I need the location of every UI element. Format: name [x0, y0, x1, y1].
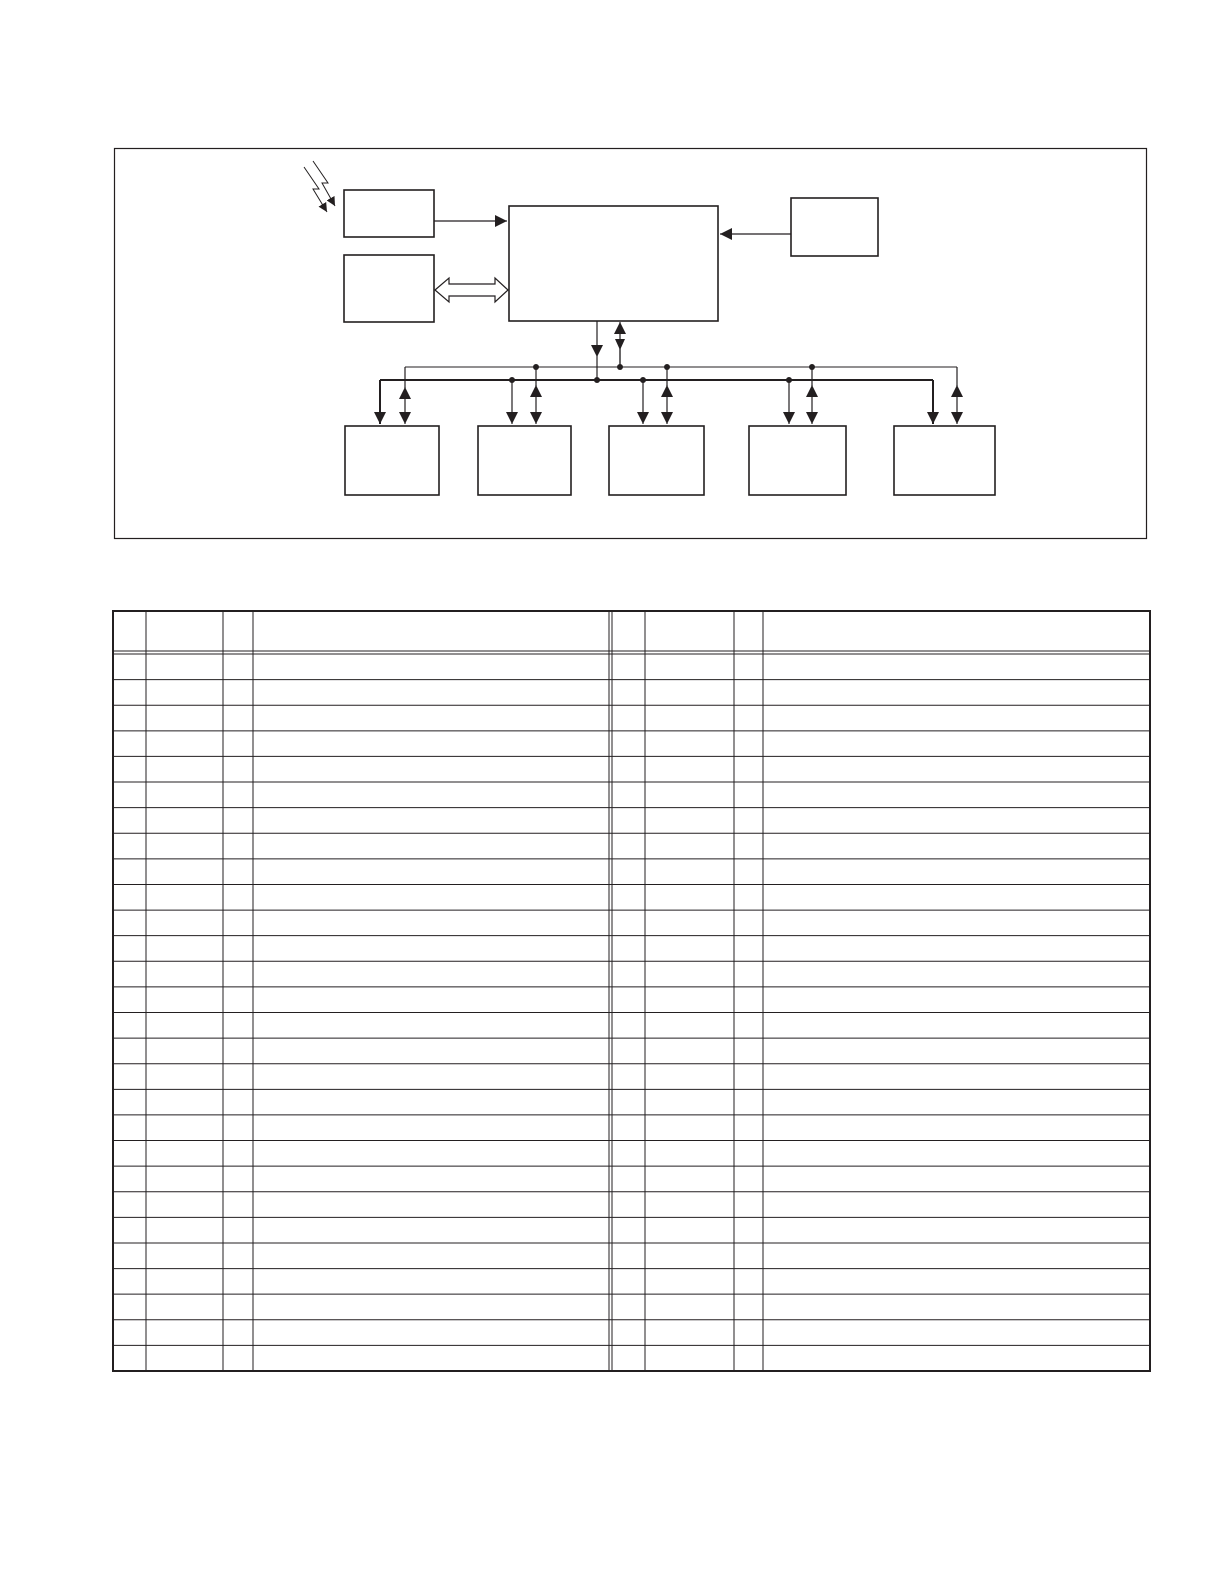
slave-block-2	[478, 426, 571, 495]
slave-block-4	[749, 426, 846, 495]
ir-receiver-block	[344, 190, 434, 237]
pin-function-table	[112, 610, 1152, 1372]
slave-block-5	[894, 426, 995, 495]
memory-cpu-bus-arrow	[435, 278, 508, 302]
slave-block-1	[345, 426, 439, 495]
slave-block-3	[609, 426, 704, 495]
memory-block	[344, 255, 434, 322]
block-diagram	[0, 0, 1225, 560]
input-block	[791, 198, 878, 256]
diagram-frame	[115, 149, 1147, 539]
main-cpu-block	[509, 206, 718, 321]
ir-signal-icon	[304, 161, 335, 212]
table-border	[113, 611, 1150, 1371]
